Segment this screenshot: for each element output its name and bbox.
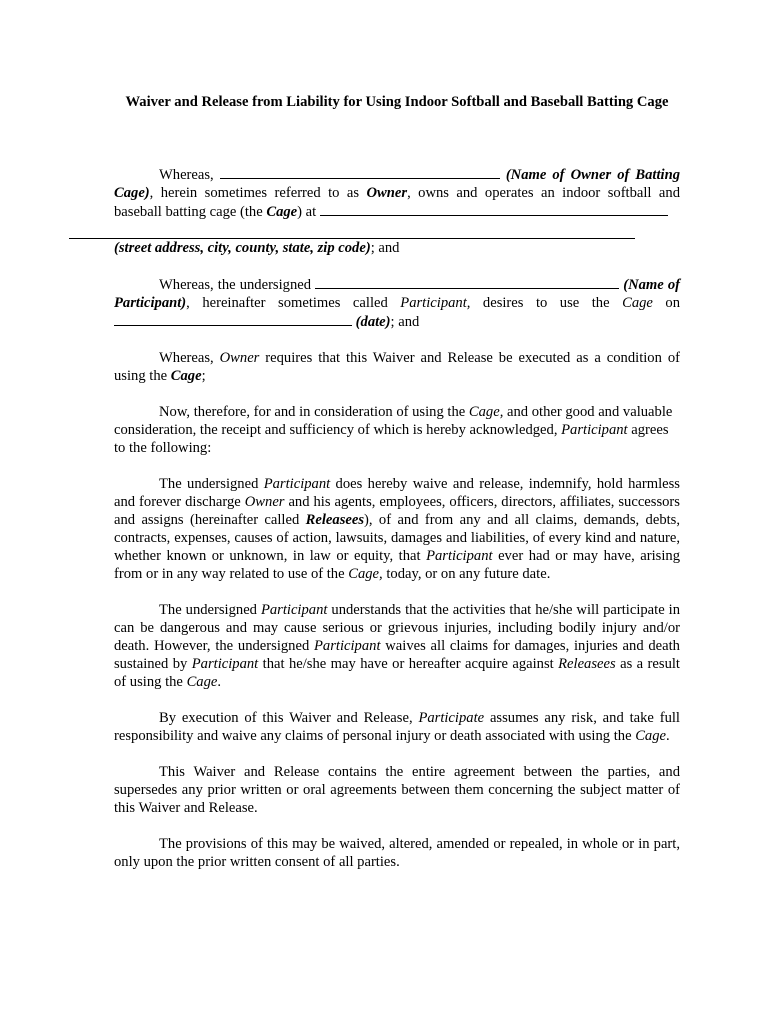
text-run: . <box>217 674 222 690</box>
paragraph <box>114 835 680 871</box>
text-run: By execution of this Waiver and Release, <box>159 710 419 726</box>
text-run: Whereas, <box>159 167 220 183</box>
text-run: ; and <box>370 240 400 256</box>
text-run: , owns and operates an indoor softball and baseball batting cage (the <box>114 185 680 220</box>
text-run: , herein sometimes referred to as <box>149 185 367 201</box>
emphasized-text: Owner <box>366 185 408 201</box>
text-run: ), of and from any and all claims, demands, debts, contracts, expenses, causes of action, lawsuits, damages and liabilities, of every kind and nature, whether known or unknown, in law or equity, that <box>114 512 680 564</box>
document-body <box>114 165 680 889</box>
paragraph <box>114 165 680 257</box>
paragraph <box>114 709 680 745</box>
emphasized-text: Owner <box>244 494 285 510</box>
emphasized-text: Cage <box>622 295 653 311</box>
text-run: The provisions of this may be waived, altered, amended or repealed, in whole or in part, only upon the prior written consent of all parties. <box>114 836 680 870</box>
emphasized-text: (Name of Participant) <box>114 277 680 311</box>
emphasized-text: Participant, <box>400 295 471 311</box>
text-run: Whereas, <box>159 350 220 366</box>
emphasized-text: (Name of Owner of Batting Cage) <box>114 167 681 201</box>
text-run: does hereby waive and release, indemnify, hold harmless and forever discharge <box>114 476 680 510</box>
blank-address-line2[interactable] <box>69 225 635 239</box>
emphasized-text: Cage, <box>468 404 504 420</box>
emphasized-text: Participant <box>314 638 381 654</box>
paragraph <box>114 763 680 817</box>
emphasized-text: Participant <box>426 548 493 564</box>
text-run: agrees to the following: <box>114 422 669 456</box>
text-run: waives all claims for damages, injuries and death sustained by <box>114 638 680 672</box>
emphasized-text: Cage, <box>348 566 383 582</box>
text-run: that he/she may have or hereafter acquire against <box>258 656 559 672</box>
text-run: and other good and valuable consideration, the receipt and sufficiency of which is hereby acknowledged, <box>114 404 673 438</box>
text-run: The undersigned <box>159 602 261 618</box>
emphasized-text: Participant <box>260 602 328 618</box>
paragraph <box>114 403 680 457</box>
text-run: . <box>666 728 670 744</box>
text-run: ) at <box>297 204 320 220</box>
paragraph <box>114 601 680 691</box>
text-run: , hereinafter sometimes called <box>186 295 401 311</box>
paragraph <box>114 275 680 331</box>
text-run: understands that the activities that he/she will participate in can be dangerous and may cause serious or grievous injuries, including bodily injury and/or death. However, the undersigned <box>114 602 680 654</box>
paragraph <box>114 475 680 583</box>
blank-owner-name[interactable] <box>220 165 500 179</box>
text-run: today, or on any future date. <box>382 566 551 582</box>
emphasized-text: Cage <box>186 674 218 690</box>
emphasized-text: Participant <box>561 422 628 438</box>
text-run: ; <box>201 368 206 384</box>
emphasized-text: (date) <box>355 314 391 330</box>
text-run: as a result of using the <box>114 656 680 690</box>
emphasized-text: Releasees <box>305 512 365 528</box>
emphasized-text: Participate <box>418 710 485 726</box>
document-title: Waiver and Release from Liability for Using Indoor Softball and Baseball Batting Cage <box>125 94 669 110</box>
emphasized-text: Cage <box>635 728 667 744</box>
emphasized-text: Cage <box>266 204 298 220</box>
paragraph <box>114 349 680 385</box>
blank-address[interactable] <box>320 202 668 216</box>
blank-participant-name[interactable] <box>315 275 619 289</box>
emphasized-text: Owner <box>219 350 260 366</box>
emphasized-text: Participant <box>191 656 259 672</box>
text-run: on <box>652 295 680 311</box>
text-run: The undersigned <box>159 476 264 492</box>
emphasized-text: (street address, city, county, state, zip code) <box>114 240 371 256</box>
text-run: ever had or may have, arising from or in any way related to use of the <box>114 548 680 582</box>
text-run: and his agents, employees, officers, directors, affiliates, successors and assigns (hereinafter called <box>114 494 680 528</box>
emphasized-text: Participant <box>263 476 331 492</box>
text-run: requires that this Waiver and Release be executed as a condition of using the <box>114 350 680 384</box>
emphasized-text: Releasees <box>558 656 616 672</box>
text-run: Now, therefore, for and in consideration of using the <box>159 404 469 420</box>
emphasized-text: Cage <box>170 368 202 384</box>
text-run: This Waiver and Release contains the entire agreement between the parties, and supersedes any prior written or oral agreements between them concerning the subject matter of this Waiver and Release. <box>114 764 680 816</box>
text-run: ; and <box>390 314 420 330</box>
text-run: desires to use the <box>470 295 623 311</box>
blank-date[interactable] <box>114 312 352 326</box>
text-run: assumes any risk, and take full responsibility and waive any claims of personal injury or death associated with using the <box>114 710 680 744</box>
text-run: Whereas, the undersigned <box>159 277 316 293</box>
